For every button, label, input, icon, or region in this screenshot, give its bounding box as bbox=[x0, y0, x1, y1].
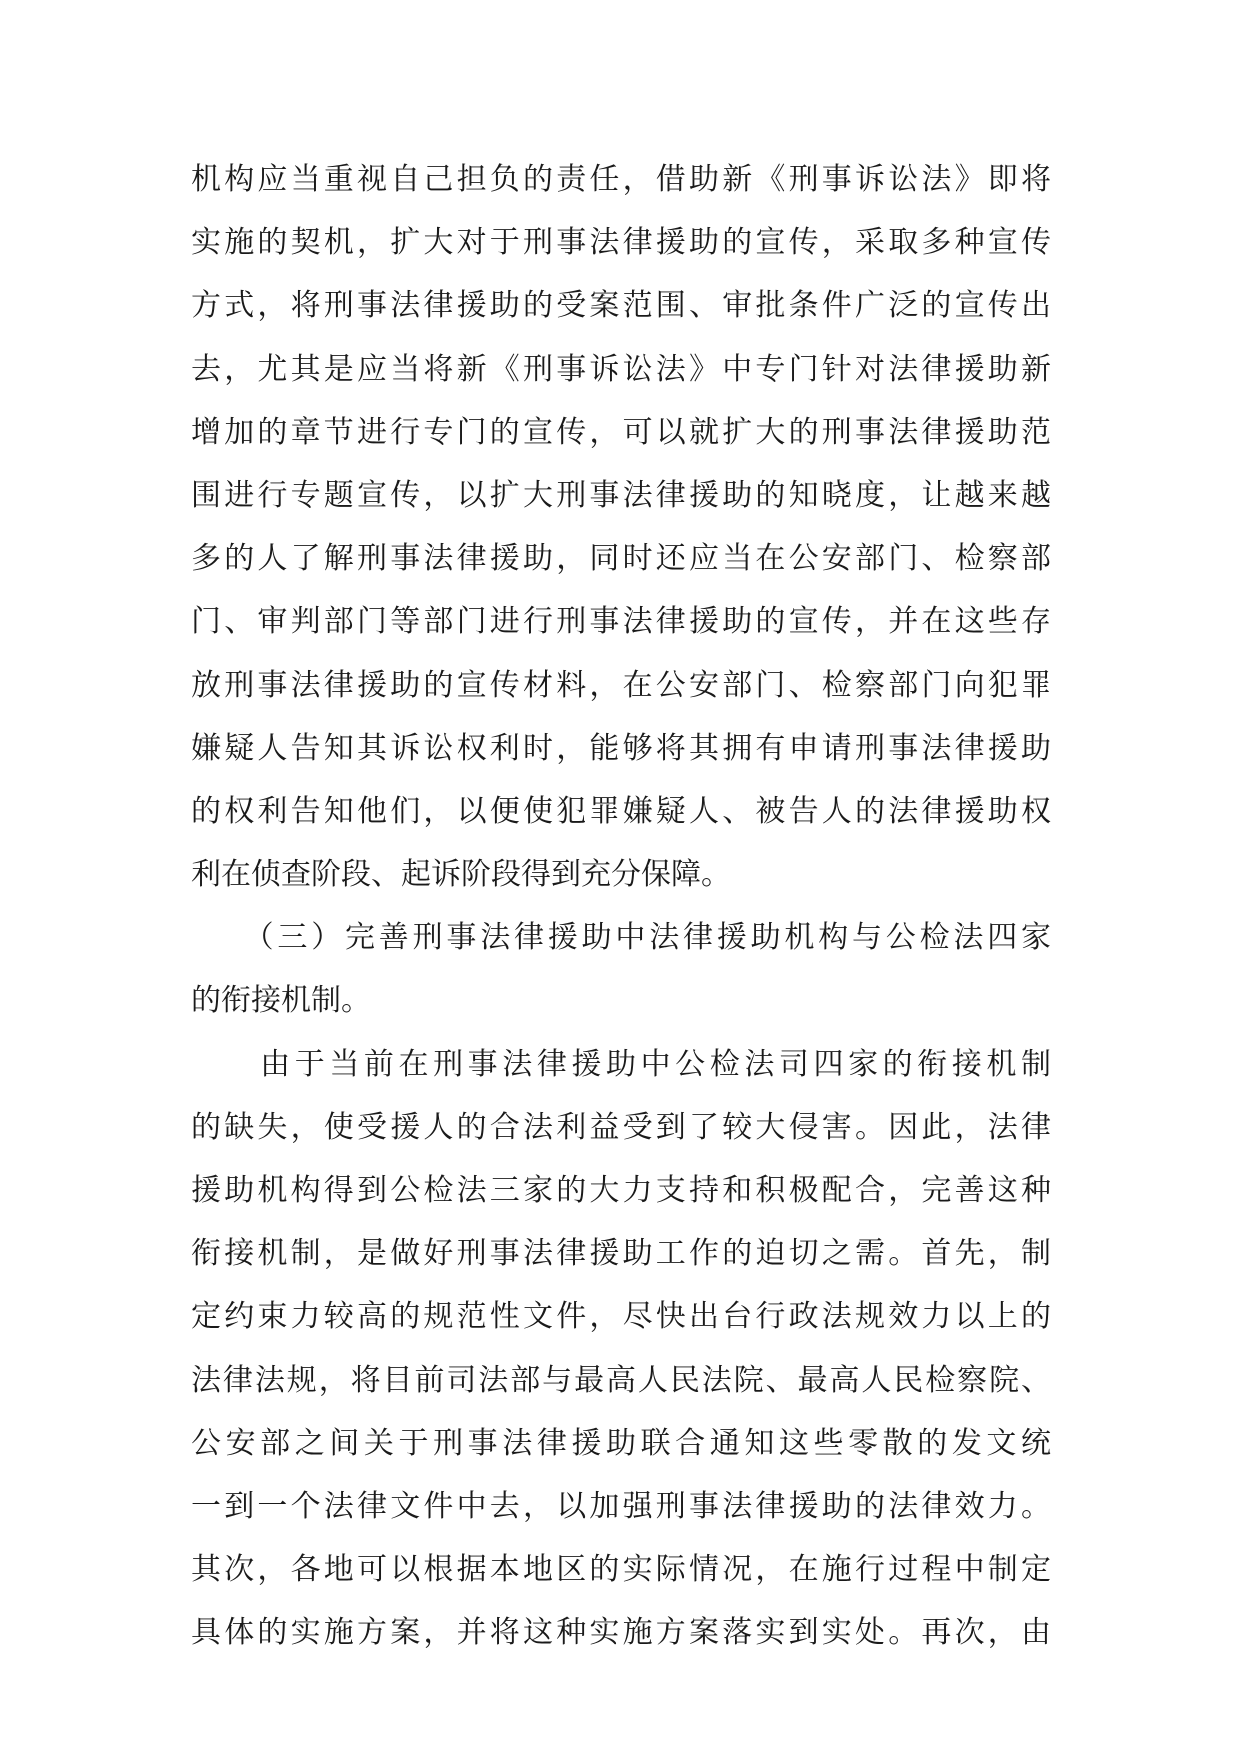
text-line: 去，尤其是应当将新《刑事诉讼法》中专门针对法律援助新 bbox=[191, 351, 1051, 387]
text-line: 其次，各地可以根据本地区的实际情况，在施行过程中制定 bbox=[191, 1552, 1051, 1588]
text-line: 方式，将刑事法律援助的受案范围、审批条件广泛的宣传出 bbox=[191, 288, 1051, 324]
text-line: 实施的契机，扩大对于刑事法律援助的宣传，采取多种宣传 bbox=[191, 225, 1051, 261]
text-line: 定约束力较高的规范性文件，尽快出台行政法规效力以上的 bbox=[191, 1299, 1051, 1335]
text-line: 具体的实施方案，并将这种实施方案落实到实处。再次，由 bbox=[191, 1615, 1051, 1651]
text-line: 公安部之间关于刑事法律援助联合通知这些零散的发文统 bbox=[191, 1425, 1051, 1461]
section-heading-line: （三）完善刑事法律援助中法律援助机构与公检法四家 bbox=[191, 920, 1051, 956]
text-line: 衔接机制，是做好刑事法律援助工作的迫切之需。首先，制 bbox=[191, 1236, 1051, 1272]
text-line: 机构应当重视自己担负的责任，借助新《刑事诉讼法》即将 bbox=[191, 162, 1051, 197]
text-line: 放刑事法律援助的宣传材料，在公安部门、检察部门向犯罪 bbox=[191, 667, 1051, 703]
text-line: 的权利告知他们，以便使犯罪嫌疑人、被告人的法律援助权 bbox=[191, 793, 1051, 829]
text-line: 门、审判部门等部门进行刑事法律援助的宣传，并在这些存 bbox=[191, 604, 1051, 640]
text-line: 法律法规，将目前司法部与最高人民法院、最高人民检察院、 bbox=[191, 1362, 1051, 1398]
text-line: 援助机构得到公检法三家的大力支持和积极配合，完善这种 bbox=[191, 1173, 1051, 1208]
text-line: 一到一个法律文件中去，以加强刑事法律援助的法律效力。 bbox=[191, 1488, 1051, 1524]
text-line: 增加的章节进行专门的宣传，可以就扩大的刑事法律援助范 bbox=[191, 414, 1051, 450]
body-text bbox=[191, 148, 1051, 1665]
section-heading-end-line: 的衔接机制。 bbox=[191, 983, 371, 1019]
text-line: 多的人了解刑事法律援助，同时还应当在公安部门、检察部 bbox=[191, 541, 1051, 577]
paragraph-start-line: 由于当前在刑事法律援助中公检法司四家的衔接机制 bbox=[191, 1046, 1051, 1082]
text-line: 的缺失，使受援人的合法利益受到了较大侵害。因此，法律 bbox=[191, 1109, 1051, 1145]
paragraph-end-line: 利在侦查阶段、起诉阶段得到充分保障。 bbox=[191, 857, 731, 893]
text-line: 嫌疑人告知其诉讼权利时，能够将其拥有申请刑事法律援助 bbox=[191, 730, 1051, 766]
text-line: 围进行专题宣传，以扩大刑事法律援助的知晓度，让越来越 bbox=[191, 477, 1051, 513]
